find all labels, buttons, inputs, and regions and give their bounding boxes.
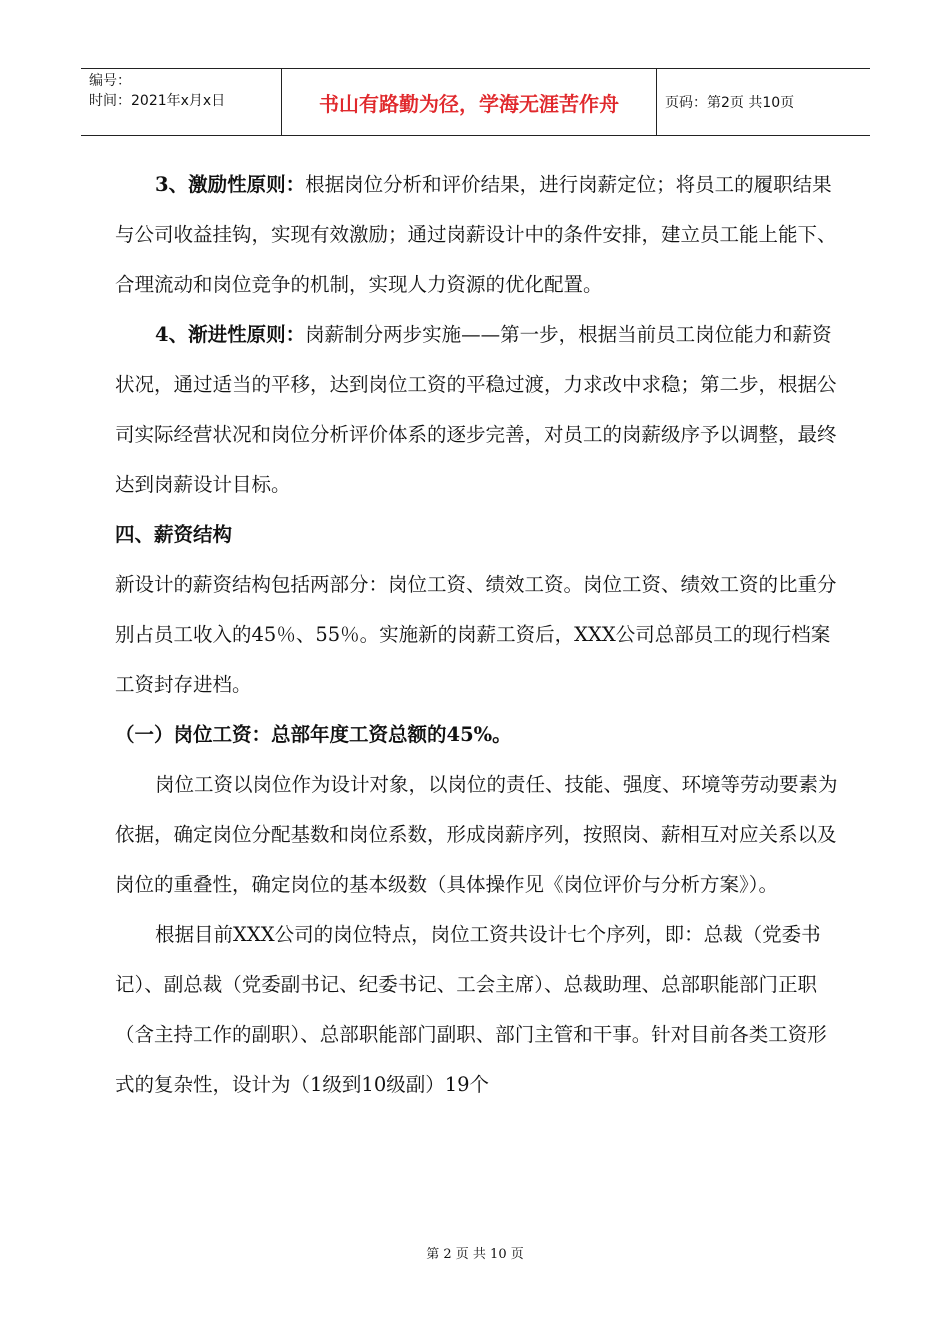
document-body [115,160,839,1110]
time-label: 时间：2021年x月x日 [89,93,226,109]
header-meta-cell [81,69,282,135]
paragraph-text: 岗薪制分两步实施——第一步，根据当前员工岗位能力和薪资状况，通过适当的平移，达到岗位工资的平稳过渡，力求改中求稳；第二步，根据公司实际经营状况和岗位分析评价体系的逐步完善，对员工的岗薪级序予以调整，最终达到岗薪设计目标。 [115,323,837,496]
header-motto: 书山有路勤为径，学海无涯苦作舟 [282,69,657,135]
header-page-label: 页码：第2页 共10页 [665,95,795,111]
paragraph-heading: 4、渐进性原则： [155,323,306,346]
document-header [81,68,870,136]
section-heading: 四、薪资结构 [115,523,233,546]
paragraph-salary-structure: 新设计的薪资结构包括两部分：岗位工资、绩效工资。岗位工资、绩效工资的比重分别占员工收入的45％、55％。实施新的岗薪工资后，XXX公司总部员工的现行档案工资封存进档。 [115,573,837,696]
paragraph-heading: 3、激励性原则： [155,173,306,196]
paragraph-gradual-principle [115,310,839,510]
paragraph-text: 根据岗位分析和评价结果，进行岗薪定位；将员工的履职结果与公司收益挂钩，实现有效激励；通过岗薪设计中的条件安排，建立员工能上能下、合理流动和岗位竞争的机制，实现人力资源的优化配置。 [115,173,837,296]
paragraph-position-salary: 岗位工资以岗位作为设计对象，以岗位的责任、技能、强度、环境等劳动要素为依据，确定岗位分配基数和岗位系数，形成岗薪序列，按照岗、薪相互对应关系以及岗位的重叠性，确定岗位的基本级数（具体操作见《岗位评价与分析方案》）。 [115,773,838,896]
number-label: 编号： [89,73,131,89]
page-footer: 第 2 页 共 10 页 [426,1247,524,1262]
paragraph-position-sequences: 根据目前XXX公司的岗位特点，岗位工资共设计七个序列，即：总裁（党委书记）、副总裁（党委副书记、纪委书记、工会主席）、总裁助理、总部职能部门正职（含主持工作的副职）、总部职能部门副职、部门主管和干事。针对目前各类工资形式的复杂性，设计为（1级到10级副）19个 [115,923,827,1096]
subsection-heading: （一）岗位工资：总部年度工资总额的45%。 [115,723,512,746]
paragraph-incentive-principle [115,160,839,310]
